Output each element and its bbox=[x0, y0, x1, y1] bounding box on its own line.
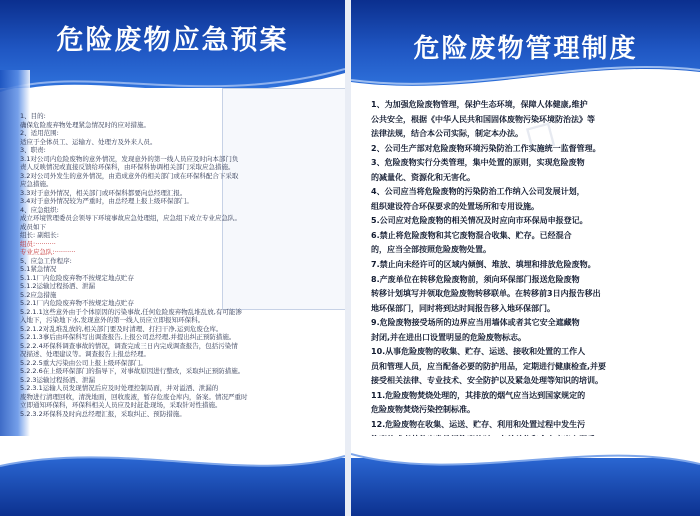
rule-line: 8.产废单位在转移危险废物前，须向环保部门报送危险废物 bbox=[371, 274, 580, 284]
rule-line: 公共安全，根据《中华人民共和国固体废物污染环境防治法》等 bbox=[371, 114, 595, 124]
right-poster-panel bbox=[351, 0, 700, 516]
plan-line: 3.1对公司内危险废物的意外情况，发现意外的第一线人员应及时向本部门负 bbox=[20, 154, 239, 163]
plan-line: 组员:·········· bbox=[20, 239, 56, 248]
rule-line: 9.危险废物接受场所的边界应当用墙体或者其它安全遮藏物 bbox=[371, 318, 580, 328]
plan-line: 5、应急工作程序: bbox=[20, 256, 72, 265]
plan-line: 责人反映情况或直接反馈给环保科，由环保科协调相关部门采取应急措施。 bbox=[20, 163, 235, 171]
rule-line: 3、危险废物实行分类管理，集中处置的原则，实现危险废物 bbox=[371, 158, 585, 168]
rule-line: 接受相关法律、专业技术、安全防护以及紧急处理等知识的培训。 bbox=[371, 376, 603, 386]
left-title: 危险废物应急预案 bbox=[56, 25, 289, 56]
plan-line: 5.2.3.2环保科及时向总经理汇报，采取纠正、预防措施。 bbox=[20, 409, 186, 418]
rule-line: 封闭,并在进出口设置明显的危险废物标志。 bbox=[371, 332, 527, 342]
emergency-plan-text bbox=[20, 112, 338, 418]
watermark-mark: ◇ bbox=[507, 108, 569, 163]
plan-line: 3.2对公司外发生的意外情况，由造成意外的相关部门或在环保科配合下采取 bbox=[20, 171, 239, 180]
rule-line: 的减量化、资源化和无害化。 bbox=[371, 172, 475, 182]
rule-line: 12.危险废物在收集、运送、贮存、利用和处置过程中发生污 bbox=[371, 420, 586, 430]
left-footer-wave bbox=[0, 436, 345, 486]
plan-line: 5.2.3运输过程扬洒、泄漏 bbox=[20, 375, 96, 384]
plan-line: 5.2.3.1运输人员发现情况后应及时处理控制局面，并对溢洒、泄漏的 bbox=[20, 384, 219, 392]
rule-line: 法律法规，结合本公司实际，制定本办法。 bbox=[371, 129, 523, 139]
plan-line: 3、职责: bbox=[20, 146, 46, 154]
plan-line: 适应于全体员工、运输方、处理方及外来人员。 bbox=[20, 137, 157, 146]
rule-line: 6.禁止将危险废物和其它废物混合收集、贮存。已经混合 bbox=[371, 230, 572, 240]
plan-line: 5.2.1.1这些意外由于个体原因的污染事故,任何危险废弃物乱堆乱放,有可能渗 bbox=[20, 307, 242, 316]
plan-line: 5.2.1.2对乱堆乱放的,相关部门要及时清理、打扫干净,运到危废仓库。 bbox=[20, 324, 223, 333]
plan-line: 5.2.2.4环保科调查事故的情况，调查完成三日内完成调查报告，包括污染情 bbox=[20, 341, 238, 350]
left-poster-panel bbox=[0, 0, 345, 516]
rule-line: 地环保部门，同时将到达时间报告移入地环保部门。 bbox=[371, 303, 555, 313]
rule-line: 转移计划填写并领取危险废物转移联单。在转移前3日内报告移出 bbox=[371, 289, 601, 299]
plan-line: 5.1.2运输过程扬洒、泄漏 bbox=[20, 282, 96, 290]
rule-line: 11.危险废物焚烧处理的，其排放的烟气应当达到国家规定的 bbox=[371, 390, 586, 400]
right-footer-wave bbox=[351, 436, 700, 486]
plan-line: 况描述、处理建议等。调查报告上报总经理。 bbox=[20, 350, 150, 358]
plan-line: 5.2.2.5重大污染由公司上报上级环保部门。 bbox=[20, 358, 147, 367]
rule-line: 的，应当全部按照危险废物处置。 bbox=[371, 245, 491, 255]
rule-line: 5.公司应对危险废物的相关情况及时应向市环保局申报登记。 bbox=[371, 216, 588, 226]
plan-line: 成立环境管理委员会领导下环境事故应急处理组，应急组下成立专业应急队。 bbox=[20, 214, 241, 222]
rule-line: 危险废物焚烧污染控制标准。 bbox=[371, 405, 475, 415]
rule-line: 2、公司生产部对危险废物环境污染防治工作实施统一监督管理。 bbox=[371, 143, 601, 153]
plan-line: 废物进行清理回收，清洗地面，回收废液，暂存危废仓库内，备案。情况严重时 bbox=[20, 392, 248, 401]
plan-line: 专业应急队:·········· bbox=[20, 248, 76, 256]
plan-line: 确保危险废弃物处理紧急情况时的应对措施。 bbox=[20, 120, 150, 129]
plan-line: 5.1紧急情况 bbox=[20, 265, 57, 273]
rule-line: 组织建设符合环保要求的处置场所和专用设施。 bbox=[371, 201, 539, 211]
plan-line: 3.4对于意外情况较为严重时，由总经理上报上级环保部门。 bbox=[20, 197, 193, 205]
plan-line: 5.1.1厂内危险废弃物不按规定地点贮存 bbox=[20, 273, 135, 282]
plan-line: 5.2.1.3事后由环保科写出调查报告,上报公司总经理,并提出纠正预防措施。 bbox=[20, 333, 236, 341]
plan-line: 立即通知环保科，环保科相关人员应及时赶赴现场，采取针对性措施。 bbox=[20, 401, 222, 409]
rule-line: 1、为加强危险废物管理，保护生态环境，保障人体健康,维护 bbox=[371, 100, 588, 109]
rule-line: 7.禁止向未经许可的区域内倾倒、堆放、填埋和排放危险废物。 bbox=[371, 260, 596, 270]
plan-line: 5.2应急措施 bbox=[20, 290, 57, 299]
plan-line: 1、目的: bbox=[20, 112, 46, 120]
plan-line: 2、适用范围: bbox=[20, 129, 59, 137]
plan-line: 组长: 副组长: bbox=[20, 231, 59, 239]
rule-line: 员和管理人员，应当配备必要的防护用品，定期进行健康检查,并要 bbox=[371, 361, 607, 371]
plan-line: 3.3对于意外情况，相关部门或环保科都要向总经理汇报。 bbox=[20, 188, 187, 197]
plan-line: 应急措施。 bbox=[20, 180, 53, 188]
plan-line: 5.2.2.6在上级环保部门的指导下，对事故原因进行整改，采取纠正预防措施。 bbox=[20, 367, 245, 375]
rule-line: 4、公司应当将危险废物的污染防治工作纳入公司发展计划， bbox=[371, 187, 585, 197]
management-rules-text bbox=[371, 98, 693, 476]
plan-line: 入地下，污染地下水,发现意外的第一线人员应立即报知环保科。 bbox=[20, 316, 205, 324]
plan-line: 成员如下 bbox=[20, 222, 46, 231]
plan-line: 5.2.1厂内危险废弃物不按规定地点贮存 bbox=[20, 299, 135, 307]
rule-line: 10.从事危险废物的收集、贮存、运送、接收和处置的工作人 bbox=[371, 347, 586, 357]
plan-line: 4、应急组织: bbox=[20, 205, 59, 214]
right-title: 危险废物管理制度 bbox=[413, 34, 638, 64]
